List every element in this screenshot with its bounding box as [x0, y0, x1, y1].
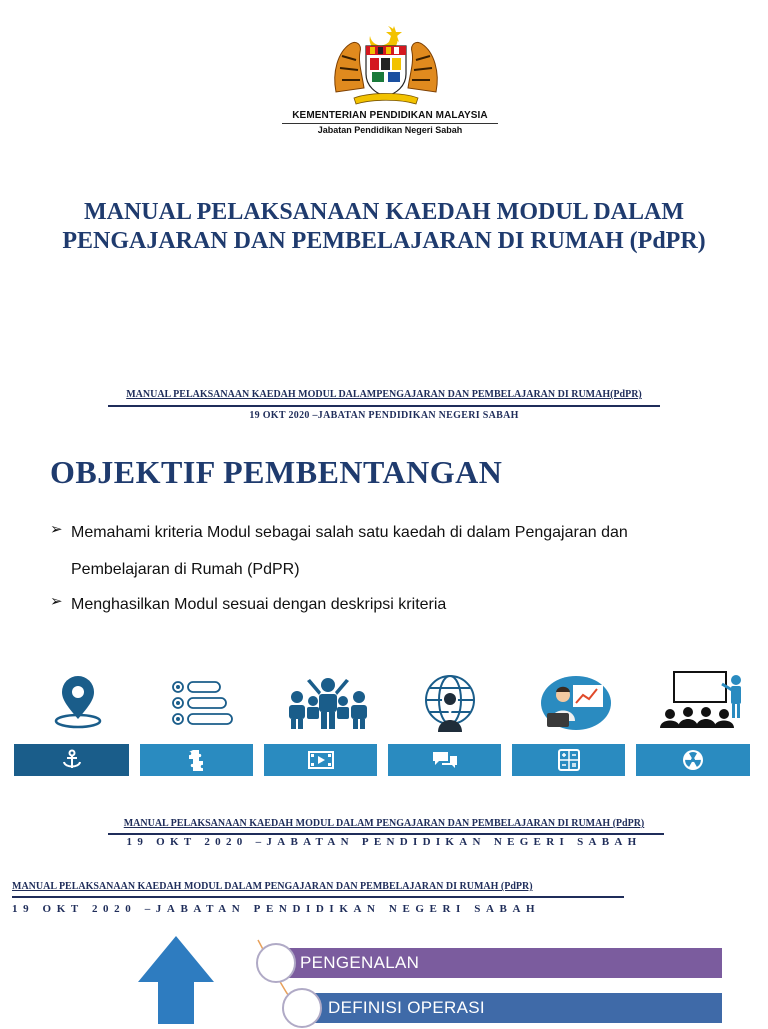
arrow-bullet-icon: ➢ [50, 520, 63, 538]
list-item-pengenalan[interactable] [282, 948, 722, 978]
puzzle-icon [186, 748, 208, 772]
objective-heading: OBJEKTIF PEMBENTANGAN [50, 454, 503, 490]
list-item-label: DEFINISI OPERASI [328, 998, 485, 1017]
up-arrow-icon [138, 936, 214, 1024]
slide-header-divider [12, 896, 624, 898]
slide-header-title: MANUAL PELAKSANAAN KAEDAH MODUL DALAM PENGAJARAN DAN PEMBELAJARAN DI RUMAH (PdPR) [12, 881, 533, 892]
slide-header-title: MANUAL PELAKSANAAN KAEDAH MODUL DALAM PENGAJARAN DAN PEMBELAJARAN DI RUMAH (PdPR) [123, 818, 645, 829]
slide-header-date: 19 OKT 2020 –JABATAN PENDIDIKAN NEGERI SABAH [249, 410, 519, 421]
list-options-icon [139, 672, 267, 734]
calculator-icon [558, 749, 580, 771]
video-tile[interactable] [264, 744, 377, 776]
slide-header-divider [108, 833, 664, 835]
slide-title: MANUAL PELAKSANAAN KAEDAH MODUL DALAM PENGAJARAN DAN PEMBELAJARAN DI RUMAH (PdPR) [62, 199, 706, 254]
ministry-name: KEMENTERIAN PENDIDIKAN MALAYSIA [292, 110, 488, 121]
slide-header-date: 19 OKT 2020 –JABATAN PENDIDIKAN NEGERI SABAH [126, 836, 642, 848]
puzzle-tile[interactable] [140, 744, 253, 776]
slide-header-date: 19 OKT 2020 –JABATAN PENDIDIKAN NEGERI SABAH [12, 903, 541, 915]
globe-person-icon [386, 672, 514, 734]
classroom-board-icon [636, 670, 764, 732]
list-item-label: PENGENALAN [300, 953, 420, 972]
list-bullet-circle [282, 988, 322, 1028]
chat-tile[interactable] [388, 744, 501, 776]
list-bullet-circle [256, 943, 296, 983]
chat-icon [432, 750, 458, 770]
teacher-presentation-icon [512, 672, 640, 734]
anchor-icon [61, 749, 83, 771]
radiation-icon [682, 749, 704, 771]
objective-bullet: Memahami kriteria Modul sebagai salah satu kaedah di dalam Pengajaran dan Pembelajaran di Rumah (PdPR) [71, 524, 628, 578]
ministry-divider [282, 123, 498, 124]
objective-bullet: Menghasilkan Modul sesuai dengan deskripsi kriteria [71, 596, 447, 613]
location-pin-icon [14, 672, 142, 734]
department-name: Jabatan Pendidikan Negeri Sabah [317, 125, 463, 135]
anchor-tile[interactable] [14, 744, 129, 776]
coat-of-arms-logo [330, 22, 442, 106]
video-icon [308, 750, 334, 770]
slide-header-title: MANUAL PELAKSANAAN KAEDAH MODUL DALAMPENGAJARAN DAN PEMBELAJARAN DI RUMAH(PdPR) [126, 389, 642, 400]
slide-header-divider [108, 405, 660, 407]
calculator-tile[interactable] [512, 744, 625, 776]
radiation-tile[interactable] [636, 744, 750, 776]
list-item-definisi-operasi[interactable] [306, 993, 722, 1023]
arrow-bullet-icon: ➢ [50, 592, 63, 610]
people-group-icon [264, 672, 392, 734]
